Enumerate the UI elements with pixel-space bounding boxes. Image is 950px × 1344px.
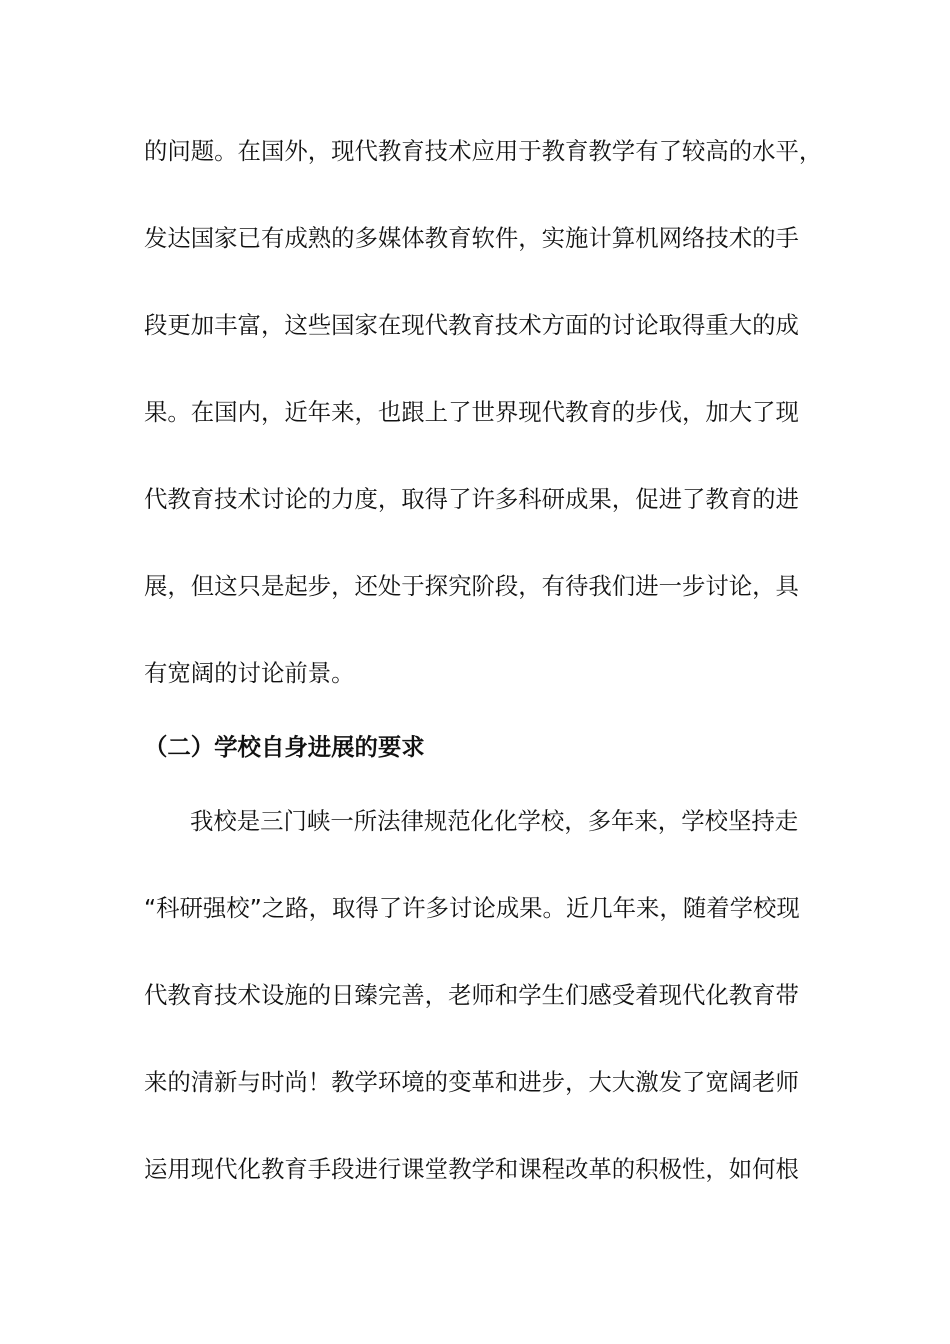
paragraph2-line-5: 运用现代化教育手段进行课堂教学和课程改革的积极性，如何根: [144, 1155, 799, 1183]
paragraph1-line-5: 代教育技术讨论的力度，取得了许多科研成果，促进了教育的进: [144, 485, 799, 513]
paragraph1-line-6: 展，但这只是起步，还处于探究阶段，有待我们进一步讨论，具: [144, 572, 799, 600]
paragraph2-line-2: “科研强校”之路，取得了许多讨论成果。近几年来，随着学校现: [144, 894, 800, 922]
paragraph2-line-1: 我校是三门峡一所法律规范化化学校，多年来，学校坚持走: [190, 807, 799, 835]
section-heading: （二）学校自身进展的要求: [144, 733, 425, 761]
paragraph1-line-2: 发达国家已有成熟的多媒体教育软件，实施计算机网络技术的手: [144, 224, 799, 252]
paragraph1-line-1: 的问题。在国外，现代教育技术应用于教育教学有了较高的水平，: [144, 137, 823, 165]
paragraph1-line-7: 有宽阔的讨论前景。: [144, 659, 355, 687]
paragraph1-line-4: 果。在国内，近年来，也跟上了世界现代教育的步伐，加大了现: [144, 398, 799, 426]
paragraph2-line-3: 代教育技术设施的日臻完善，老师和学生们感受着现代化教育带: [144, 981, 799, 1009]
paragraph2-line-4: 来的清新与时尚！教学环境的变革和进步，大大激发了宽阔老师: [144, 1068, 799, 1096]
paragraph1-line-3: 段更加丰富，这些国家在现代教育技术方面的讨论取得重大的成: [144, 311, 799, 339]
